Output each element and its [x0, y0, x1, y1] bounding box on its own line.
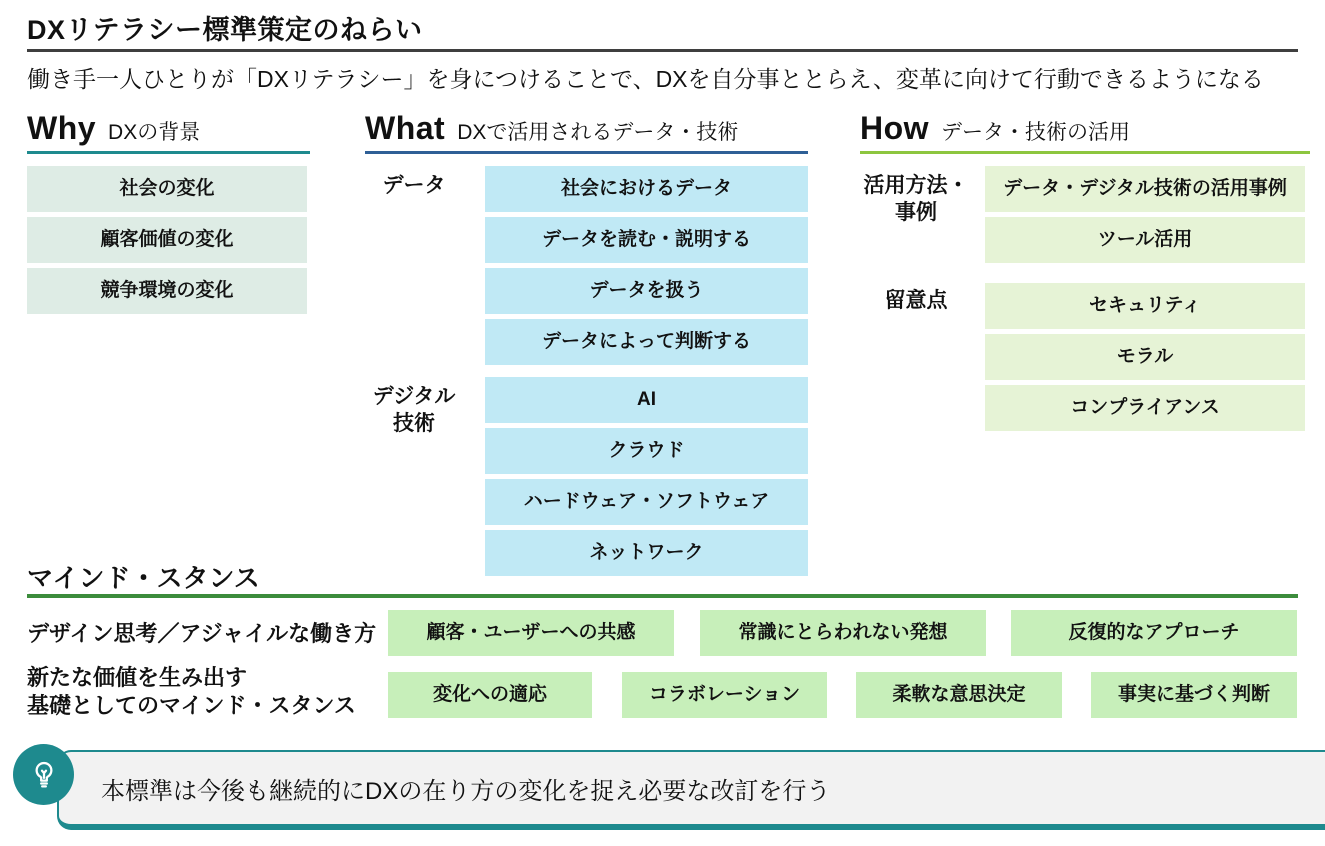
what-item: ハードウェア・ソフトウェア — [485, 479, 808, 525]
why-item: 顧客価値の変化 — [27, 217, 307, 263]
mind-item: 反復的なアプローチ — [1011, 610, 1297, 656]
mind-item: 事実に基づく判断 — [1091, 672, 1297, 718]
page-subtitle: 働き手一人ひとりが「DXリテラシー」を身につけることで、DXを自分事ととらえ、変革に向けて行動できるようになる — [27, 66, 1264, 92]
what-label: DXで活用されるデータ・技術 — [457, 121, 739, 144]
lightbulb-icon — [13, 744, 74, 805]
mind-row2-label-line1: 新たな価値を生み出す — [27, 665, 248, 690]
why-item: 社会の変化 — [27, 166, 307, 212]
how-section-header — [860, 110, 1130, 147]
how-label: データ・技術の活用 — [941, 121, 1131, 144]
what-item: ネットワーク — [485, 530, 808, 576]
what-item: 社会におけるデータ — [485, 166, 808, 212]
how-item: セキュリティ — [985, 283, 1305, 329]
mind-item: 常識にとらわれない発想 — [700, 610, 986, 656]
why-keyword: Why — [27, 110, 97, 146]
mind-row2-label-line2: 基礎としてのマインド・スタンス — [27, 693, 356, 718]
mind-row1-label: デザイン思考／アジャイルな働き方 — [27, 621, 377, 646]
how-item: データ・デジタル技術の活用事例 — [985, 166, 1305, 212]
what-group-label-line2: 技術 — [393, 412, 435, 435]
mind-stance-underline — [27, 594, 1298, 598]
page-title: DXリテラシー標準策定のねらい — [27, 15, 423, 45]
how-group-label-line1: 活用方法・ — [863, 174, 969, 197]
mind-item: コラボレーション — [622, 672, 827, 718]
title-underline — [27, 49, 1298, 52]
why-underline — [27, 151, 310, 154]
why-label: DXの背景 — [108, 121, 201, 144]
mind-item: 顧客・ユーザーへの共感 — [388, 610, 674, 656]
why-section-header — [27, 110, 200, 147]
how-group-label-usage — [853, 172, 979, 226]
what-keyword: What — [365, 110, 446, 146]
what-section-header — [365, 110, 738, 147]
how-item: コンプライアンス — [985, 385, 1305, 431]
note-text: 本標準は今後も継続的にDXの在り方の変化を捉え必要な改訂を行う — [101, 777, 831, 805]
note-callout — [57, 750, 1325, 830]
what-item: クラウド — [485, 428, 808, 474]
what-item: AI — [485, 377, 808, 423]
how-group-label-line2: 事例 — [895, 201, 937, 224]
mind-stance-heading: マインド・スタンス — [27, 563, 260, 593]
how-item: モラル — [985, 334, 1305, 380]
what-item: データによって判断する — [485, 319, 808, 365]
what-group-label-data: データ — [382, 174, 446, 197]
mind-row2-label — [27, 664, 356, 720]
how-group-label-cautions: 留意点 — [884, 289, 948, 312]
mind-item: 変化への適応 — [388, 672, 592, 718]
what-underline — [365, 151, 808, 154]
lightbulb-glyph — [27, 758, 61, 792]
what-item: データを読む・説明する — [485, 217, 808, 263]
what-group-label-line1: デジタル — [372, 385, 456, 408]
mind-item: 柔軟な意思決定 — [856, 672, 1062, 718]
how-keyword: How — [860, 110, 930, 146]
how-item: ツール活用 — [985, 217, 1305, 263]
what-item: データを扱う — [485, 268, 808, 314]
how-underline — [860, 151, 1310, 154]
why-item: 競争環境の変化 — [27, 268, 307, 314]
what-group-label-digital-tech — [366, 383, 462, 437]
